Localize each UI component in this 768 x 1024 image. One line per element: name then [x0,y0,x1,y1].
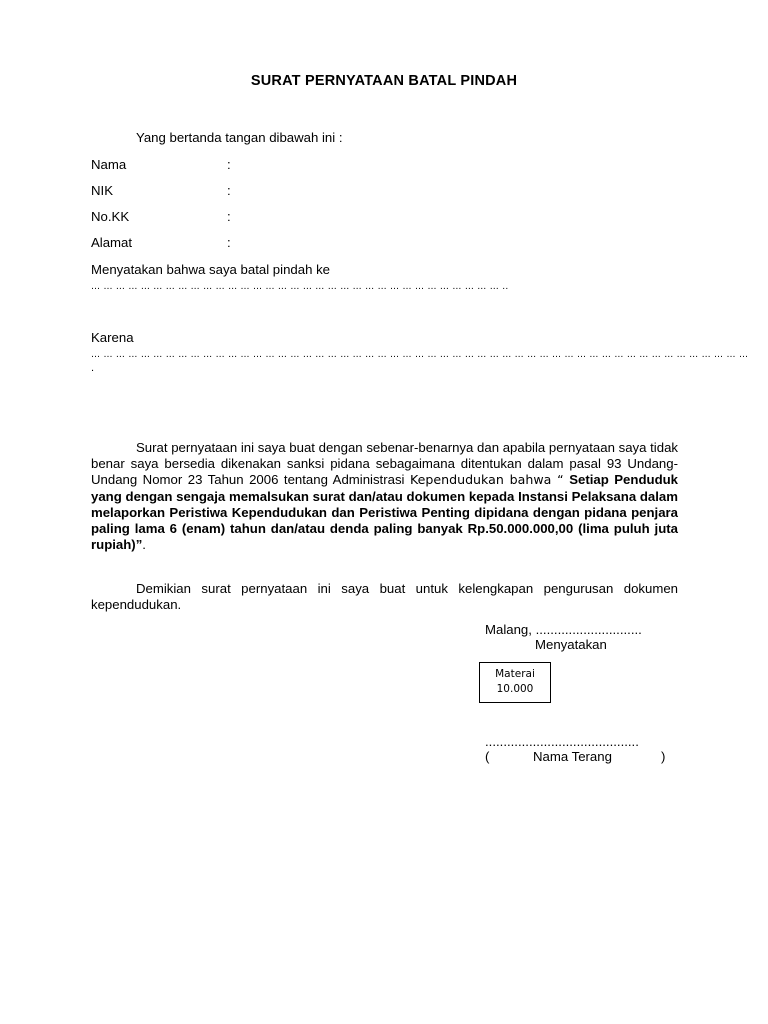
declaration-text-alt: Kependudukan bahwa “ [409,472,564,488]
declaration-end: . [142,537,146,553]
materai-stamp-box [479,662,551,703]
reason-dots: … … … … … … … … … … … … … … … … … … … … … … … … … … … … … … … … … … … … … … … … … … … … … … … … … … … … … [91,350,749,360]
field-label-nik: NIK [91,183,113,198]
intro-text: Yang bertanda tangan dibawah ini : [136,130,343,145]
name-close-paren: ) [661,749,666,764]
document-title: SURAT PERNYATAAN BATAL PINDAH [250,73,518,89]
place-date: Malang, ............................. [485,622,642,637]
declaration-bold-quote: Setiap Penduduk yang dengan sengaja memalsukan surat dan/atau dokumen kepada Instansi Pelaksana dalam melaporkan Peristiwa Kependudukan dan Peristiwa Penting dipidana dengan pidana penjara paling lama 6 (enam) tahun dan/atau denda paling banyak Rp.50.000.000,00 (lima puluh juta rupiah)” [91,472,679,553]
stamp-value: 10.000 [496,683,534,695]
field-label-alamat: Alamat [91,235,133,250]
signature-line: .......................................... [485,734,639,749]
field-colon-nama: : [227,157,231,172]
reason-label: Karena [91,330,134,345]
reason-dot-end: . [91,362,95,374]
name-open-paren: ( [485,749,490,764]
closing-text: Demikian surat pernyataan ini saya buat untuk kelengkapan pengurusan dokumen kependudukan. [91,581,678,613]
field-colon-nokk: : [227,209,231,224]
declaration-text: Surat pernyataan ini saya buat dengan sebenar-benarnya dan apabila pernyataan saya tidak benar saya bersedia dikenakan sanksi pidana sebagaimana ditentukan dalam pasal 93 Undang-Undang Nomor 23 Tahun 2006 tentang Administrasi [91,440,678,488]
declaration-paragraph [91,440,678,553]
stamp-label: Materai [495,668,535,680]
name-placeholder: Nama Terang [533,749,612,764]
field-colon-alamat: : [227,235,231,250]
field-label-nokk: No.KK [91,209,130,224]
signer-role: Menyatakan [535,637,607,652]
statement-dots: … … … … … … … … … … … … … … … … … … … … … … … … … … … … … … … … … .. [91,282,509,292]
closing-paragraph [91,581,678,613]
statement-text: Menyatakan bahwa saya batal pindah ke [91,262,331,277]
field-colon-nik: : [227,183,231,198]
field-label-nama: Nama [91,157,127,172]
